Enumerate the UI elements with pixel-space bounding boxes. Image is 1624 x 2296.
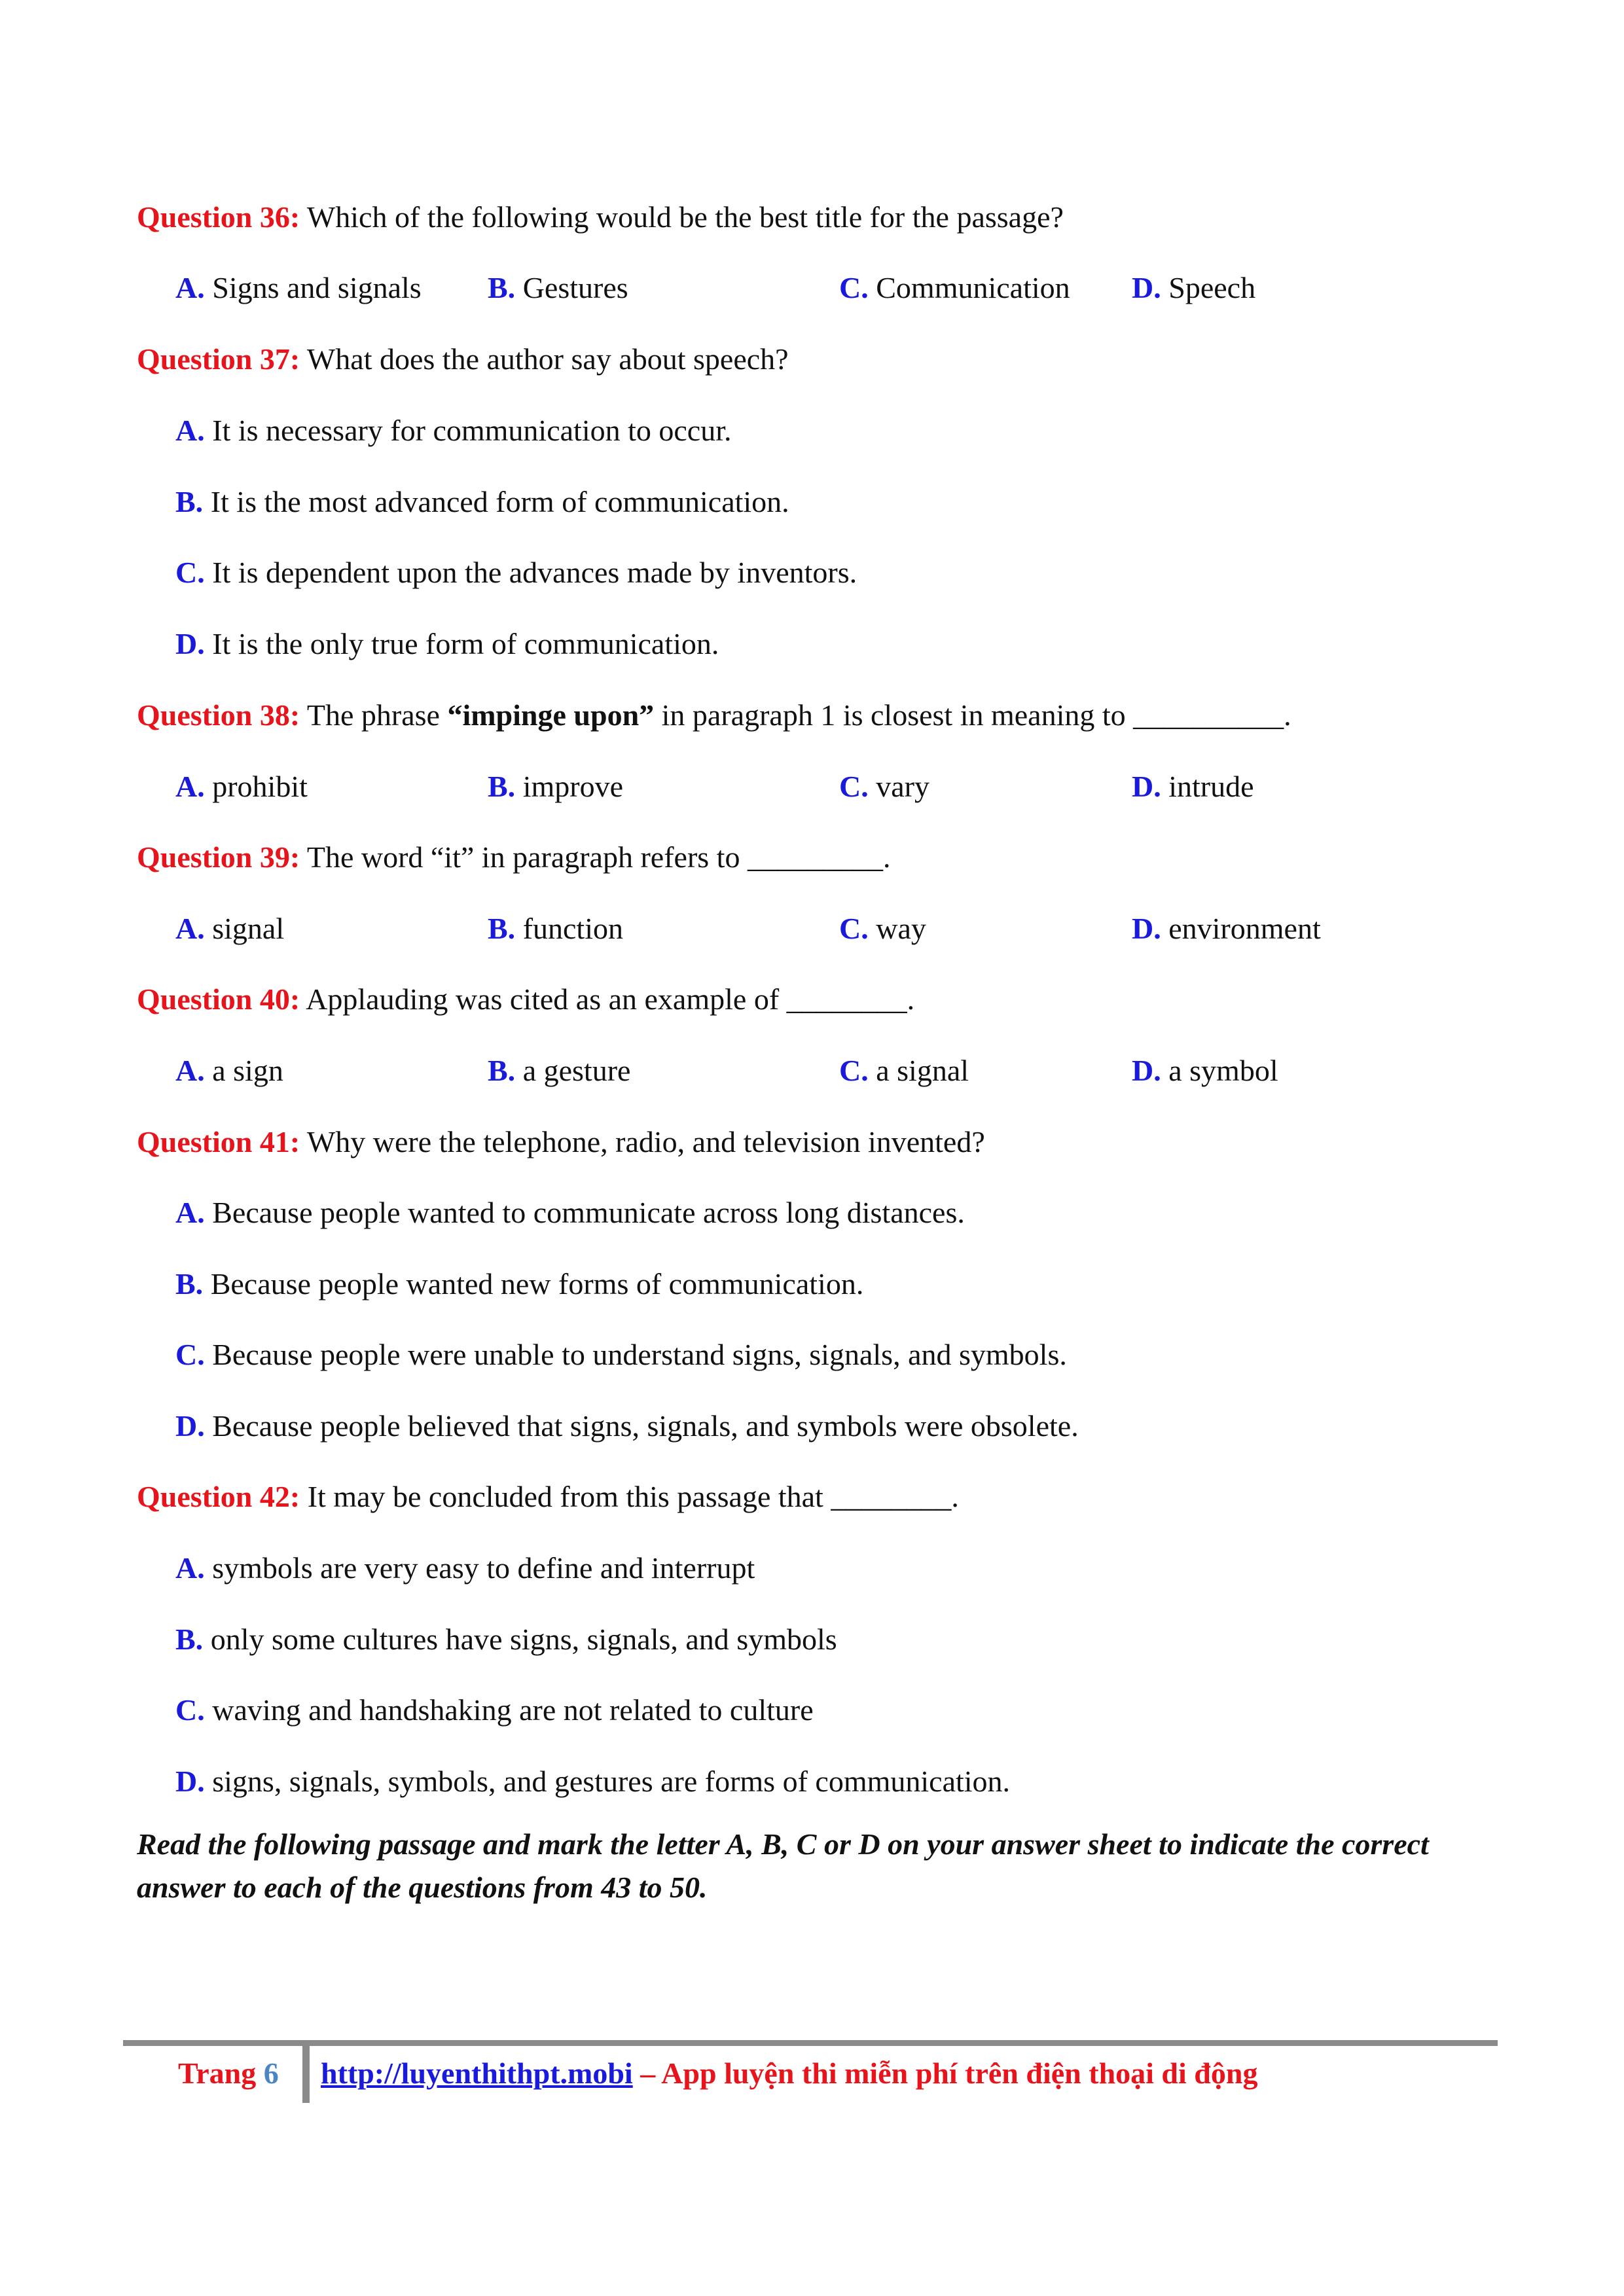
option-40-d	[1132, 1051, 1278, 1090]
option-text: Because people believed that signs, signals, and symbols were obsolete.	[204, 1409, 1079, 1443]
option-39-a	[175, 909, 284, 948]
option-text: waving and handshaking are not related to culture	[204, 1693, 814, 1727]
option-37-d	[175, 624, 719, 664]
question-label: Question 37:	[137, 342, 300, 376]
option-text: way	[868, 912, 926, 945]
option-letter: D.	[1132, 912, 1161, 945]
option-41-a	[175, 1193, 965, 1232]
option-letter: D.	[175, 1409, 205, 1443]
footer-separator	[302, 2040, 310, 2103]
question-text: Which of the following would be the best title for the passage?	[300, 200, 1064, 234]
question-39	[137, 838, 890, 877]
option-text: environment	[1161, 912, 1321, 945]
quoted-phrase: “impinge upon”	[447, 698, 655, 732]
option-letter: D.	[1132, 1054, 1161, 1087]
option-42-b	[175, 1620, 837, 1659]
question-41	[137, 1122, 985, 1162]
option-letter: D.	[1132, 271, 1161, 304]
option-text: a symbol	[1161, 1054, 1278, 1087]
option-text: only some cultures have signs, signals, and symbols	[203, 1623, 837, 1656]
option-text: Speech	[1161, 271, 1256, 304]
option-letter: D.	[1132, 770, 1161, 803]
option-39-c	[839, 909, 926, 948]
footer-text	[321, 2054, 1257, 2093]
option-39-d	[1132, 909, 1321, 948]
option-38-c	[839, 767, 929, 806]
question-label: Question 40:	[137, 982, 300, 1016]
option-letter: A.	[175, 912, 205, 945]
option-letter: B.	[488, 770, 516, 803]
option-text: Because people wanted to communicate across long distances.	[204, 1196, 965, 1229]
option-38-a	[175, 767, 308, 806]
option-text: signs, signals, symbols, and gestures are forms of communication.	[204, 1765, 1011, 1798]
option-text: It is the only true form of communication.	[204, 627, 719, 660]
option-text: Signs and signals	[204, 271, 422, 304]
question-text: What does the author say about speech?	[300, 342, 789, 376]
question-text: It may be concluded from this passage that ________.	[300, 1480, 959, 1513]
footer-page-number	[178, 2054, 279, 2093]
option-letter: C.	[839, 912, 869, 945]
footer-tagline: – App luyện thi miễn phí trên điện thoại di động	[632, 2056, 1258, 2090]
option-text: a gesture	[515, 1054, 631, 1087]
option-40-a	[175, 1051, 283, 1090]
option-text: vary	[868, 770, 929, 803]
option-letter: D.	[175, 627, 205, 660]
option-text: symbols are very easy to define and interrupt	[204, 1551, 755, 1585]
option-letter: C.	[839, 1054, 869, 1087]
question-text: Applauding was cited as an example of ________.	[300, 982, 915, 1016]
option-37-b	[175, 482, 789, 522]
option-37-c	[175, 553, 857, 592]
option-42-c	[175, 1691, 814, 1730]
question-text: The word “it” in paragraph refers to _________.	[300, 840, 891, 874]
option-letter: A.	[175, 414, 205, 447]
option-text: intrude	[1161, 770, 1254, 803]
option-text: Because people wanted new forms of communication.	[203, 1267, 864, 1300]
option-text: prohibit	[204, 770, 308, 803]
option-36-a	[175, 268, 422, 308]
option-38-b	[488, 767, 623, 806]
footer-divider	[123, 2040, 1498, 2046]
option-letter: A.	[175, 271, 205, 304]
option-letter: B.	[488, 271, 516, 304]
question-text: Why were the telephone, radio, and television invented?	[300, 1125, 985, 1158]
page-number: 6	[263, 2056, 279, 2090]
option-text: Communication	[868, 271, 1070, 304]
option-letter: B.	[175, 1267, 204, 1300]
option-text: improve	[515, 770, 623, 803]
option-text: function	[515, 912, 623, 945]
option-38-d	[1132, 767, 1254, 806]
option-letter: C.	[175, 1338, 205, 1371]
question-label: Question 39:	[137, 840, 300, 874]
option-letter: C.	[839, 271, 869, 304]
option-text: It is dependent upon the advances made by inventors.	[204, 556, 857, 589]
option-text: It is necessary for communication to occur.	[204, 414, 732, 447]
option-letter: A.	[175, 1551, 205, 1585]
option-36-d	[1132, 268, 1255, 308]
question-text-before: The phrase	[300, 698, 448, 732]
option-letter: A.	[175, 770, 205, 803]
option-letter: A.	[175, 1054, 205, 1087]
option-42-a	[175, 1549, 755, 1588]
question-37	[137, 340, 789, 379]
option-36-c	[839, 268, 1070, 308]
question-label: Question 41:	[137, 1125, 300, 1158]
option-letter: B.	[488, 1054, 516, 1087]
question-38	[137, 696, 1291, 735]
option-text: Gestures	[515, 271, 628, 304]
option-letter: C.	[175, 556, 205, 589]
option-letter: B.	[175, 1623, 204, 1656]
option-40-b	[488, 1051, 630, 1090]
option-42-d	[175, 1762, 1010, 1801]
footer-website-link[interactable]: http://luyenthithpt.mobi	[321, 2056, 633, 2090]
section-instruction: Read the following passage and mark the letter A, B, C or D on your answer sheet to indicate the correct answer to each of the questions from 43 to 50.	[137, 1827, 1429, 1904]
option-letter: D.	[175, 1765, 205, 1798]
question-text-after: in paragraph 1 is closest in meaning to __________.	[654, 698, 1291, 732]
option-letter: C.	[175, 1693, 205, 1727]
question-42	[137, 1477, 959, 1516]
option-41-b	[175, 1265, 863, 1304]
option-text: a signal	[868, 1054, 969, 1087]
option-letter: B.	[175, 485, 204, 518]
option-text: a sign	[204, 1054, 283, 1087]
option-letter: C.	[839, 770, 869, 803]
question-label: Question 42:	[137, 1480, 300, 1513]
option-40-c	[839, 1051, 969, 1090]
option-text: signal	[204, 912, 285, 945]
page-label: Trang	[178, 2056, 264, 2090]
option-text: It is the most advanced form of communication.	[203, 485, 789, 518]
option-37-a	[175, 411, 732, 450]
option-36-b	[488, 268, 628, 308]
question-40	[137, 980, 914, 1019]
option-41-c	[175, 1335, 1067, 1374]
question-label: Question 38:	[137, 698, 300, 732]
option-letter: B.	[488, 912, 516, 945]
option-41-d	[175, 1407, 1079, 1446]
option-letter: A.	[175, 1196, 205, 1229]
question-label: Question 36:	[137, 200, 300, 234]
option-text: Because people were unable to understand signs, signals, and symbols.	[204, 1338, 1067, 1371]
option-39-b	[488, 909, 623, 948]
question-36	[137, 198, 1064, 237]
